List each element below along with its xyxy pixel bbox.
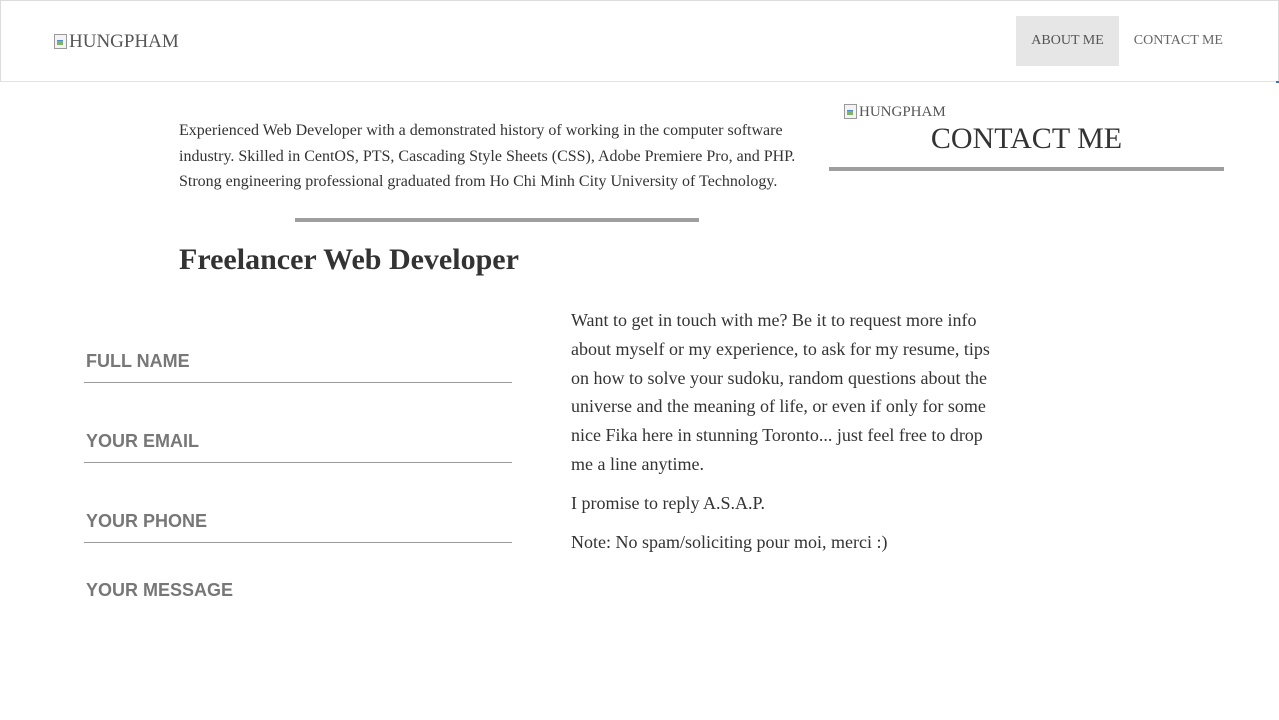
nav-links [1016, 16, 1238, 66]
contact-form [84, 330, 512, 707]
email-field-wrapper [84, 410, 512, 463]
nav-contact-me[interactable]: CONTACT ME [1133, 33, 1223, 48]
phone-input[interactable] [84, 490, 512, 542]
contact-logo [844, 103, 946, 121]
job-title: Freelancer Web Developer [179, 243, 519, 276]
reply-promise: I promise to reply A.S.A.P. [571, 492, 766, 513]
phone-field-wrapper [84, 490, 512, 543]
spam-note: Note: No spam/soliciting pour moi, merci :) [571, 531, 888, 552]
contact-info-paragraph: Want to get in touch with me? Be it to request more info about myself or my experience, to ask for my resume, tips on how to solve your sudoku, random questions about the universe and the meaning of life, or even if only for some nice Fika here in stunning Toronto... just feel free to drop me a line anytime. [571, 310, 990, 474]
contact-logo-alt-text: HUNGPHAM [859, 104, 946, 120]
message-textarea[interactable] [84, 580, 512, 680]
about-summary: Experienced Web Developer with a demonstrated history of working in the computer software industry. Skilled in CentOS, PTS, Cascading Style Sheets (CSS), Adobe Premiere Pro, and PHP. Strong engineering professional graduated from Ho Chi Minh City University of Technology. [179, 122, 796, 190]
nav-about-me[interactable]: ABOUT ME [1016, 16, 1118, 66]
contact-title: CONTACT ME [930, 122, 1123, 155]
message-field-wrapper [84, 570, 512, 680]
broken-image-icon [54, 34, 68, 50]
brand-logo[interactable] [54, 31, 179, 53]
contact-divider [829, 167, 1224, 171]
full-name-input[interactable] [84, 330, 512, 382]
broken-image-icon [844, 104, 858, 120]
contact-header [829, 100, 1224, 171]
about-divider [295, 218, 699, 222]
contact-info [571, 306, 999, 566]
full-name-field-wrapper [84, 330, 512, 383]
email-input[interactable] [84, 410, 512, 462]
brand-logo-alt-text: HUNGPHAM [69, 31, 179, 52]
navbar [0, 0, 1279, 82]
